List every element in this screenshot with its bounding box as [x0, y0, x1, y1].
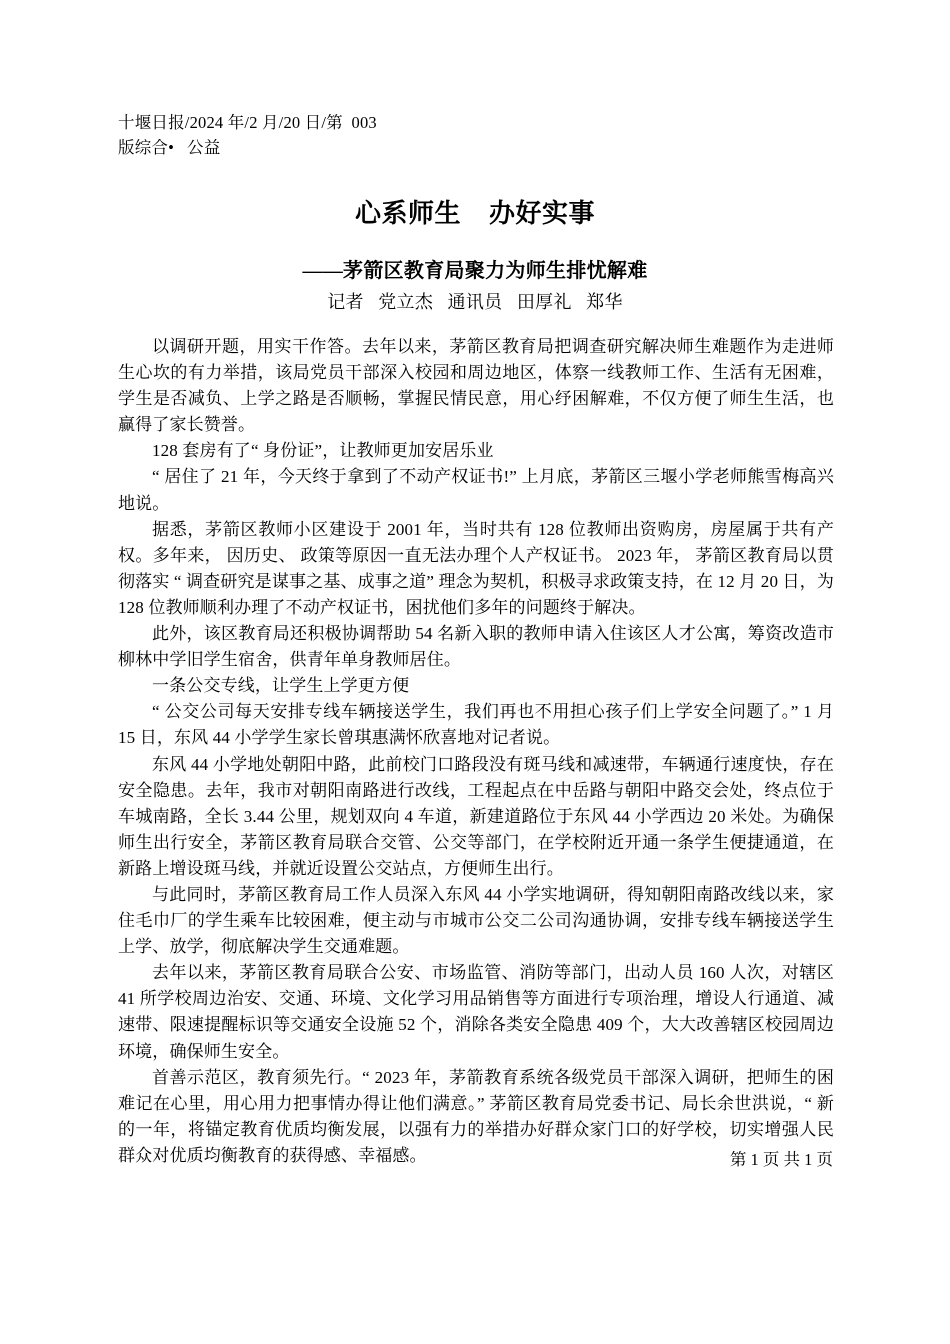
article-paragraph: 与此同时，茅箭区教育局工作人员深入东风 44 小学实地调研，得知朝阳南路改线以来，家住毛巾厂的学生乘车比较困难，便主动与市城市公交二公司沟通协调，安排专线车辆接送学生上学、放学，彻底解决学生交通难题。	[118, 884, 834, 957]
article-paragraph: 128 套房有了“ 身份证”，让教师更加安居乐业	[152, 441, 494, 461]
article-paragraph: 东风 44 小学地处朝阳中路，此前校门口路段没有斑马线和减速带，车辆通行速度快，存在安全隐患。去年，我市对朝阳南路进行改线，工程起点在中岳路与朝阳中路交会处，终点位于车城南路，全长 3.44 公里，规划双向 4 车道，新建道路位于东风 44 小学西边 20 米处。为确保师生出行安全，茅箭区教育局联合交管、公交等部门，在学校附近开通一条学生便捷通道，在新路上增设斑马线，并就近设置公交站点，方便师生出行。	[118, 754, 834, 878]
article-paragraph: “ 居住了 21 年，今天终于拿到了不动产权证书!” 上月底，茅箭区三堰小学老师熊雪梅高兴地说。	[118, 467, 834, 513]
masthead-line-2: 版综合• 公益	[118, 138, 221, 157]
article-paragraph: 据悉，茅箭区教师小区建设于 2001 年，当时共有 128 位教师出资购房，房屋属于共有产权。多年来， 因历史、 政策等原因一直无法办理个人产权证书。 2023 年， 茅箭区教育局以贯彻落实 “ 调查研究是谋事之基、成事之道” 理念为契机，积极寻求政策支持，在 12 月 20 日，为 128 位教师顺利办理了不动产权证书，困扰他们多年的问题终于解决。	[118, 519, 834, 617]
article-byline: 记者 党立杰 通讯员 田厚礼 郑华	[327, 292, 623, 312]
masthead-line-1: 十堰日报/2024 年/2 月/20 日/第 003	[118, 113, 377, 132]
article-paragraph: 一条公交专线，让学生上学更方便	[152, 676, 410, 696]
article-paragraph: 去年以来，茅箭区教育局联合公安、市场监管、消防等部门，出动人员 160 人次，对辖区 41 所学校周边治安、交通、环境、文化学习用品销售等方面进行专项治理，增设人行通道、减速带、限速提醒标识等交通安全设施 52 个，消除各类安全隐患 409 个，大大改善辖区校园周边环境，确保师生安全。	[118, 963, 834, 1061]
masthead-source-line	[118, 110, 518, 160]
article-subheadline: ——茅箭区教育局聚力为师生排忧解难	[302, 259, 648, 282]
article-paragraph: 此外，该区教育局还积极协调帮助 54 名新入职的教师申请入住该区人才公寓，筹资改造市柳林中学旧学生宿舍，供青年单身教师居住。	[118, 624, 834, 670]
article-paragraph: 首善示范区，教育须先行。“ 2023 年，茅箭教育系统各级党员干部深入调研，把师生的困难记在心里，用心用力把事情办得让他们满意。” 茅箭区教育局党委书记、局长余世洪说，“ 新的一年，将锚定教育优质均衡发展，以强有力的举措办好群众家门口的好学校，切实增强人民群众对优质均衡教育的获得感、幸福感。	[118, 1067, 834, 1165]
article-paragraph: “ 公交公司每天安排专线车辆接送学生，我们再也不用担心孩子们上学安全问题了。” 1 月 15 日，东风 44 小学学生家长曾琪惠满怀欣喜地对记者说。	[118, 702, 834, 748]
page-footer: 第 1 页 共 1 页	[729, 1150, 833, 1169]
article-paragraph: 以调研开题，用实干作答。去年以来，茅箭区教育局把调查研究解决师生难题作为走进师生心坎的有力举措，该局党员干部深入校园和周边地区，体察一线教师工作、生活有无困难，学生是否减负、上学之路是否顺畅，掌握民情民意，用心纾困解难，不仅方便了师生生活，也赢得了家长赞誉。	[118, 337, 834, 435]
article-headline: 心系师生 办好实事	[354, 199, 595, 229]
article-body	[118, 334, 834, 1169]
